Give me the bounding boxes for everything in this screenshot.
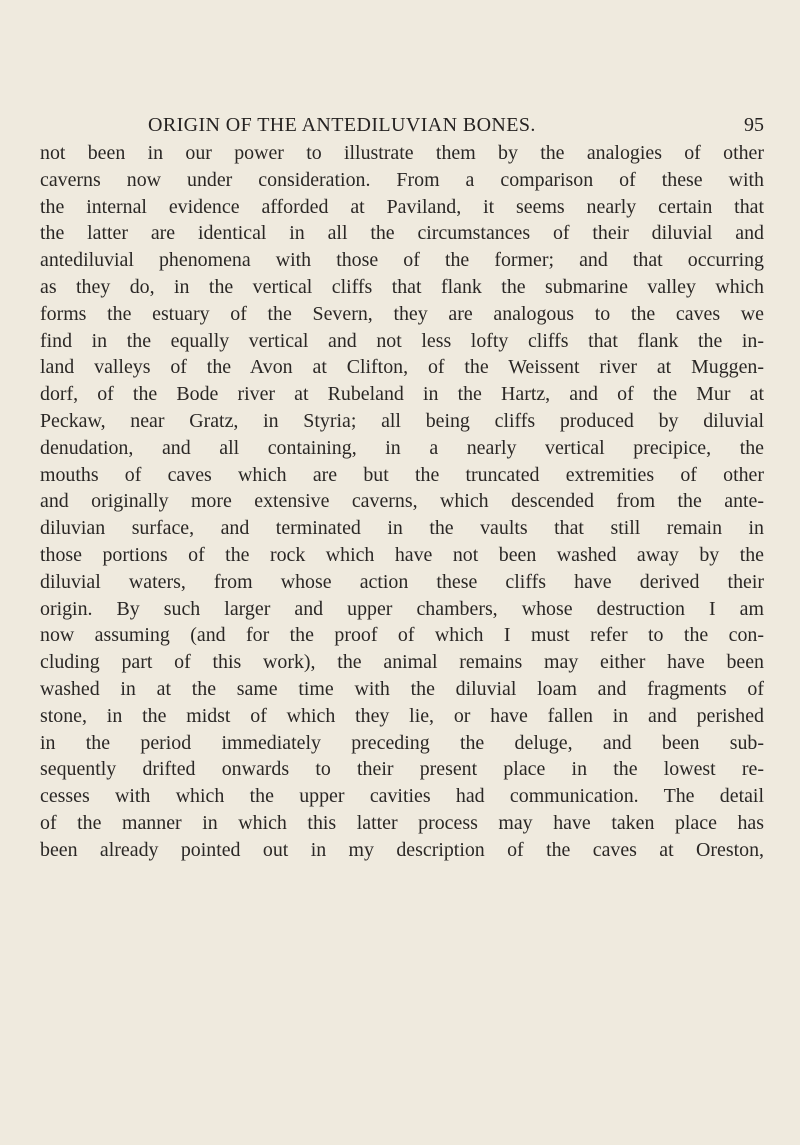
text-line: diluvial waters, from whose action these cliffs have derived their xyxy=(40,570,764,593)
text-line: cluding part of this work), the animal remains may either have been xyxy=(40,651,764,674)
text-line: land valleys of the Avon at Clifton, of the Weissent river at Muggen- xyxy=(40,356,764,379)
text-line: forms the estuary of the Severn, they are analogous to the caves we xyxy=(40,302,764,325)
text-line: in the period immediately preceding the deluge, and been sub- xyxy=(40,731,764,754)
text-line: now assuming (and for the proof of which I must refer to the con- xyxy=(40,624,764,647)
text-line: Peckaw, near Gratz, in Styria; all being cliffs produced by diluvial xyxy=(40,409,764,432)
text-line: antediluvial phenomena with those of the former; and that occurring xyxy=(40,249,764,272)
text-line: dorf, of the Bode river at Rubeland in the Hartz, and of the Mur at xyxy=(40,383,764,406)
text-line: denudation, and all containing, in a nearly vertical precipice, the xyxy=(40,436,764,459)
text-line: stone, in the midst of which they lie, or have fallen in and perished xyxy=(40,704,764,727)
text-line: caverns now under consideration. From a comparison of these with xyxy=(40,168,764,191)
text-line: origin. By such larger and upper chambers, whose destruction I am xyxy=(40,597,764,620)
text-line: the latter are identical in all the circumstances of their diluvial and xyxy=(40,222,764,245)
text-line: and originally more extensive caverns, which descended from the ante- xyxy=(40,490,764,513)
text-line: sequently drifted onwards to their present place in the lowest re- xyxy=(40,758,764,781)
text-line: been already pointed out in my description of the caves at Oreston, xyxy=(40,838,764,861)
text-line: washed in at the same time with the diluvial loam and fragments of xyxy=(40,677,764,700)
text-line: diluvian surface, and terminated in the vaults that still remain in xyxy=(40,517,764,540)
text-line: not been in our power to illustrate them by the analogies of other xyxy=(40,142,764,164)
text-line: the internal evidence afforded at Paviland, it seems nearly certain that xyxy=(40,195,764,218)
text-line: cesses with which the upper cavities had communication. The detail xyxy=(40,785,764,808)
text-line: mouths of caves which are but the truncated extremities of other xyxy=(40,463,764,486)
body-paragraph xyxy=(40,140,764,864)
text-line: of the manner in which this latter process may have taken place has xyxy=(40,811,764,834)
text-line: as they do, in the vertical cliffs that flank the submarine valley which xyxy=(40,275,764,298)
page-number: 95 xyxy=(744,114,764,136)
text-line: those portions of the rock which have not been washed away by the xyxy=(40,543,764,566)
text-line: find in the equally vertical and not less lofty cliffs that flank the in- xyxy=(40,329,764,352)
running-title: ORIGIN OF THE ANTEDILUVIAN BONES. xyxy=(148,114,536,136)
